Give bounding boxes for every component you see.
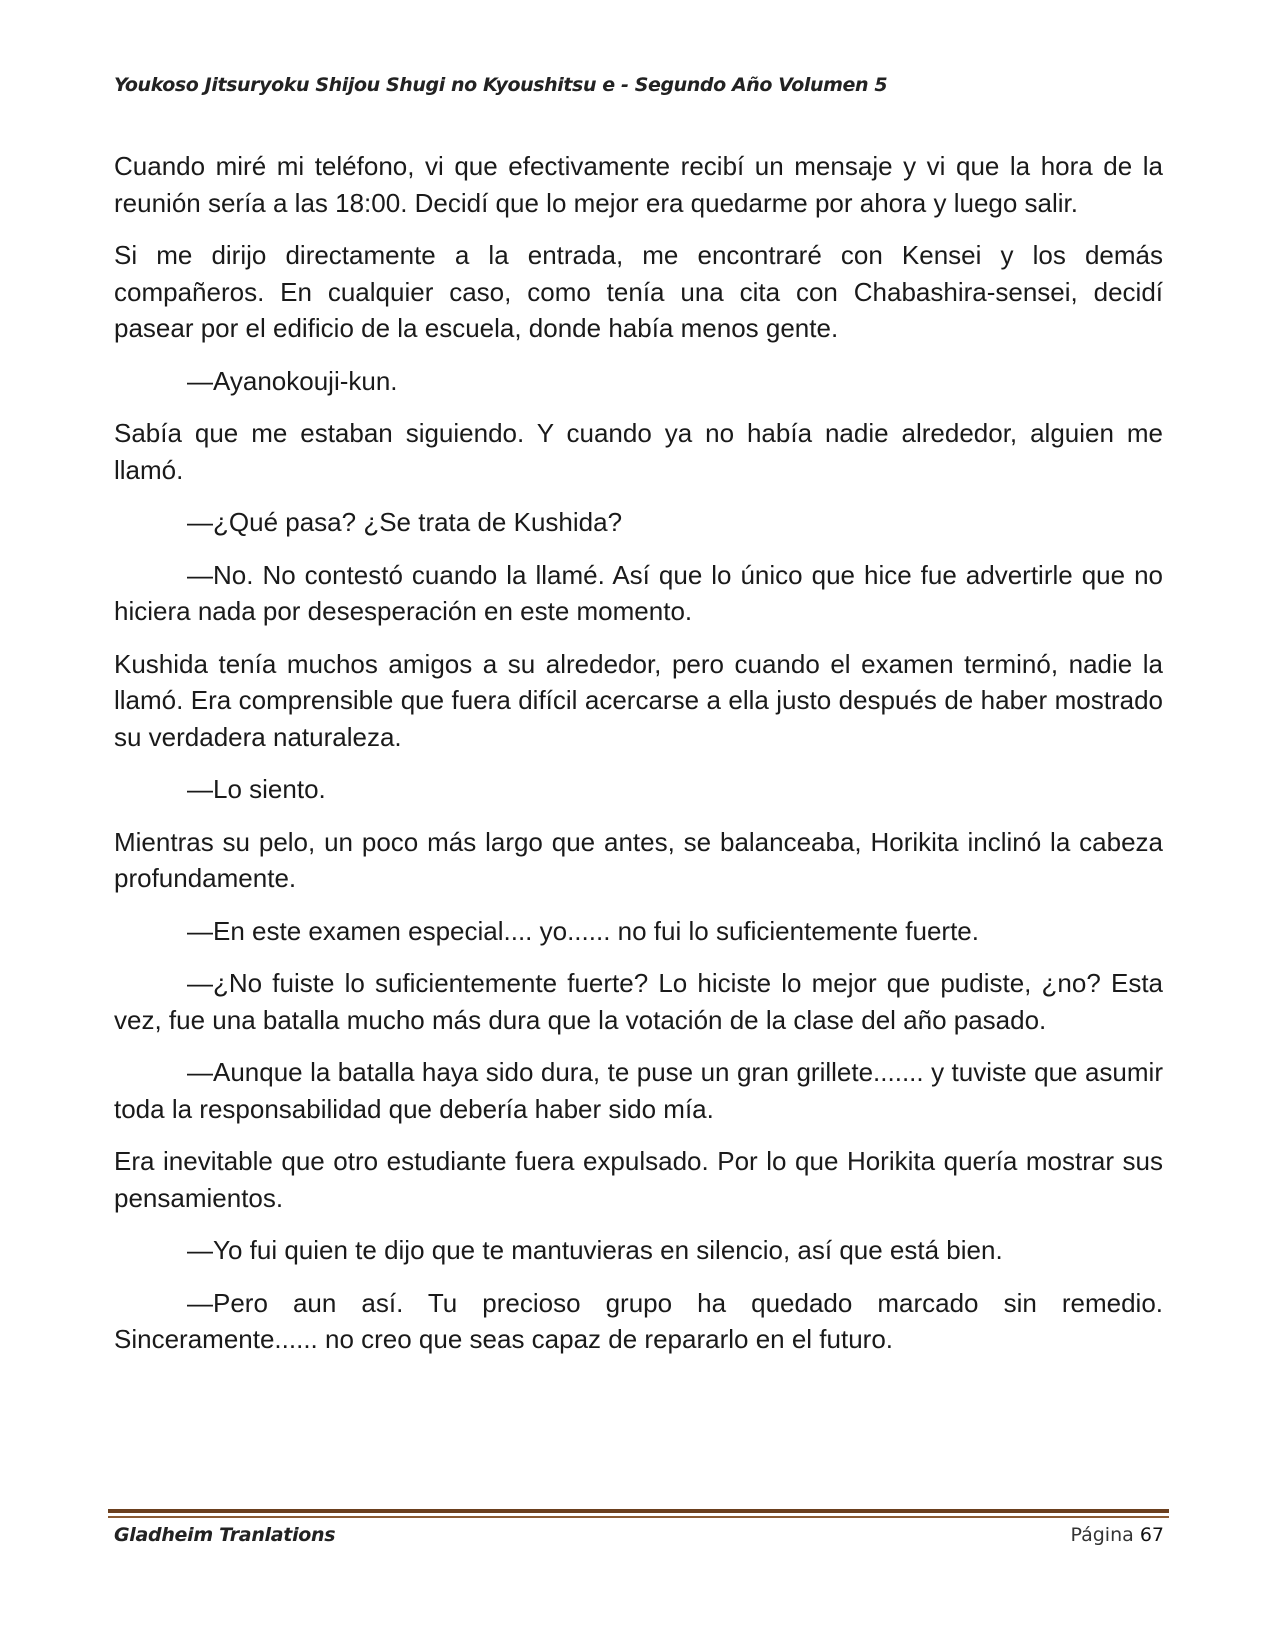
dialogue-line: —Pero aun así. Tu precioso grupo ha quedado marcado sin remedio. Sinceramente...... no creo que seas capaz de repararlo en el futuro. (114, 1287, 1163, 1354)
dialogue-line: —Aunque la batalla haya sido dura, te puse un gran grillete....... y tuviste que asumir toda la responsabilidad que debería haber sido mía. (114, 1057, 1163, 1124)
paragraph: Si me dirijo directamente a la entrada, me encontraré con Kensei y los demás compañeros. En cualquier caso, como tenía una cita con Chabashira-sensei, decidí pasear por el edificio de la escuela, donde había menos gente. (114, 240, 1163, 343)
page-label: Página (1070, 1524, 1134, 1546)
dialogue-line: —En este examen especial.... yo...... no fui lo suficientemente fuerte. (187, 915, 979, 946)
paragraph: Kushida tenía muchos amigos a su alrededor, pero cuando el examen terminó, nadie la llamó. Era comprensible que fuera difícil acercarse a ella justo después de haber mostrado su verdadera naturaleza. (114, 648, 1163, 752)
dialogue-line: —Yo fui quien te dijo que te mantuvieras en silencio, así que está bien. (187, 1235, 1003, 1265)
footer-rule-thick (108, 1509, 1169, 1513)
dialogue-line: —¿No fuiste lo suficientemente fuerte? Lo hiciste lo mejor que pudiste, ¿no? Esta vez, fue una batalla mucho más dura que la votación de la clase del año pasado. (114, 968, 1163, 1035)
dialogue-line: —Lo siento. (187, 774, 326, 804)
dialogue-line: —No. No contestó cuando la llamé. Así que lo único que hice fue advertirle que no hiciera nada por desesperación en este momento. (114, 559, 1163, 626)
footer-credit: Gladheim Tranlations (114, 1524, 336, 1546)
page-body (114, 148, 1163, 1374)
paragraph: Sabía que me estaban siguiendo. Y cuando ya no había nadie alrededor, alguien me llamó. (114, 418, 1163, 485)
dialogue-line: —¿Qué pasa? ¿Se trata de Kushida? (187, 507, 623, 537)
footer-rule-thin (108, 1516, 1169, 1518)
page-number: 67 (1139, 1524, 1164, 1546)
paragraph: Era inevitable que otro estudiante fuera expulsado. Por lo que Horikita quería mostrar sus pensamientos. (114, 1146, 1163, 1213)
dialogue-line: —Ayanokouji-kun. (187, 365, 398, 396)
paragraph: Mientras su pelo, un poco más largo que antes, se balanceaba, Horikita inclinó la cabeza profundamente. (114, 826, 1163, 893)
paragraph: Cuando miré mi teléfono, vi que efectivamente recibí un mensaje y vi que la hora de la reunión sería a las 18:00. Decidí que lo mejor era quedarme por ahora y luego salir. (114, 151, 1163, 218)
page-number-block (1070, 1524, 1164, 1546)
running-header: Youkoso Jitsuryoku Shijou Shugi no Kyoushitsu e - Segundo Año Volumen 5 (114, 74, 888, 96)
